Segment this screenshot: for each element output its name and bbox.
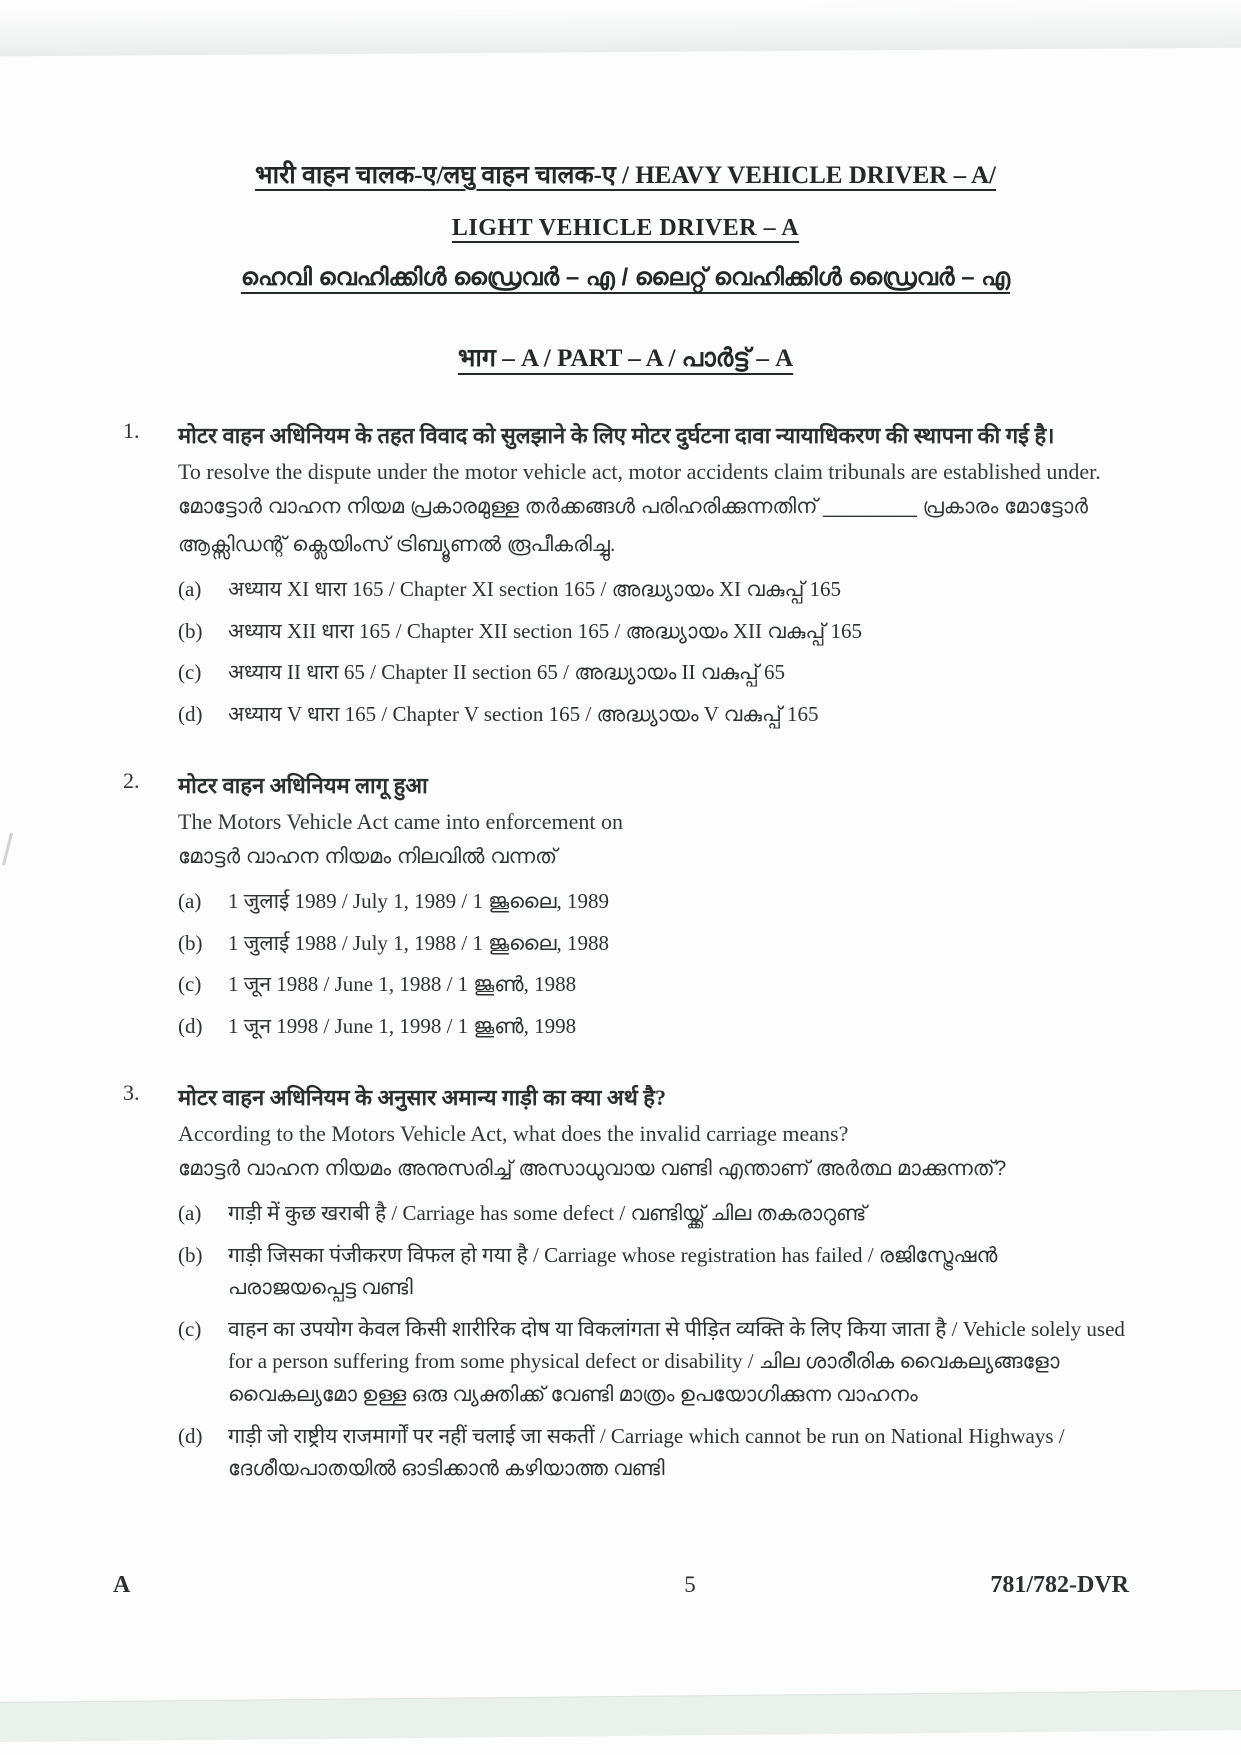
- question-text-malayalam: മോട്ടർ വാഹന നിയമം നിലവിൽ വന്നത്: [178, 845, 558, 869]
- question-body: [178, 1078, 1128, 1484]
- exam-title-line2: LIGHT VEHICLE DRIVER – A: [451, 215, 800, 242]
- option-label: (d): [178, 1013, 203, 1038]
- exam-title-header: [123, 160, 1128, 292]
- option-text: गाड़ी जिसका पंजीकरण विफल हो गया है / Carriage whose registration has failed / രജിസ്ട്രേഷൻ പരാജയപ്പെട്ട വണ്ടി: [228, 1242, 998, 1300]
- options-list: [178, 573, 1128, 730]
- part-title: भाग – A / PART – A / പാർട്ട് – A: [457, 345, 794, 373]
- question-text-malayalam: മോട്ടർ വാഹന നിയമം അനുസരിച്ച് അസാധുവായ വണ്ടി എന്താണ് അർത്ഥ മാക്കുന്നത്?: [178, 1157, 1007, 1181]
- options-list: [178, 1197, 1128, 1484]
- option-row: [178, 1197, 1128, 1230]
- option-row: [178, 968, 1128, 1001]
- question-text-english: To resolve the dispute under the motor vehicle act, motor accidents claim tribunals are established under.: [178, 458, 1101, 484]
- option-label: (c): [178, 660, 202, 685]
- option-text: अध्याय II धारा 65 / Chapter II section 65 / അദ്ധ്യായം II വകുപ്പ് 65: [228, 660, 786, 685]
- question-text-hindi: मोटर वाहन अधिनियम लागू हुआ: [178, 773, 428, 799]
- option-label: (d): [178, 1423, 203, 1448]
- option-row: [178, 1010, 1128, 1043]
- page-content: [123, 160, 1128, 1521]
- option-label: (a): [178, 576, 202, 601]
- question-number: 3.: [123, 1080, 140, 1106]
- question-body: [178, 766, 1128, 1042]
- option-text: वाहन का उपयोग केवल किसी शारीरिक दोष या विकलांगता से पीड़ित व्यक्ति के लिए किया जाता है / Vehicle solely used for a person suffering from some physical defect or disability / ചില ശാരീരിക വൈകല്യങ്ങളോ വൈകല്യമോ ഉള്ള ഒരു വ്യക്തിക്ക് വേണ്ടി മാത്രം ഉപയോഗിക്കുന്ന വാഹനം: [228, 1316, 1125, 1406]
- page-number: 5: [684, 1572, 696, 1597]
- option-text: 1 जुलाई 1989 / July 1, 1989 / 1 ജൂലൈ, 1989: [228, 889, 609, 914]
- question-text-malayalam: മോട്ടോർ വാഹന നിയമ പ്രകാരമുള്ള തർക്കങ്ങൾ പരിഹരിക്കുന്നതിന് ________ പ്രകാരം മോട്ടോർ ആക്സിഡന്റ് ക്ലെയിംസ് ട്രിബ്യൂണൽ രൂപീകരിച്ചു.: [178, 495, 1089, 557]
- question-text-english: The Motors Vehicle Act came into enforcement on: [178, 808, 623, 834]
- option-text: 1 जुलाई 1988 / July 1, 1988 / 1 ജൂലൈ, 1988: [228, 930, 609, 955]
- options-list: [178, 885, 1128, 1042]
- option-row: [178, 656, 1128, 689]
- questions-list: [123, 416, 1128, 1484]
- option-label: (b): [178, 930, 203, 955]
- scan-artifact-top-band: [0, 4, 1241, 57]
- question-block: [123, 766, 1128, 1042]
- option-text: अध्याय XI धारा 165 / Chapter XI section 165 / അദ്ധ്യായം XI വകുപ്പ് 165: [228, 576, 842, 601]
- question-body: [178, 416, 1128, 730]
- option-text: अध्याय V धारा 165 / Chapter V section 165 / അദ്ധ്യായം V വകുപ്പ് 165: [228, 701, 819, 726]
- option-text: गाड़ी जो राष्ट्रीय राजमार्गों पर नहीं चलाई जा सकतीं / Carriage which cannot be run on National Highways / ദേശീയപാതയിൽ ഓടിക്കാൻ കഴിയാത്ത വണ്ടി: [228, 1423, 1065, 1481]
- option-text: 1 जून 1988 / June 1, 1988 / 1 ജൂൺ, 1988: [228, 972, 577, 997]
- option-label: (d): [178, 701, 203, 726]
- option-label: (c): [178, 972, 202, 997]
- option-row: [178, 927, 1128, 960]
- question-block: [123, 1078, 1128, 1484]
- exam-title-line3-malayalam: ഹെവി വെഹിക്കിൾ ഡ്രൈവർ – എ / ലൈറ്റ് വെഹിക്കിൾ ഡ്രൈവർ – എ: [240, 264, 1011, 292]
- question-text-hindi: मोटर वाहन अधिनियम के अनुसार अमान्य गाड़ी का क्या अर्थ है?: [178, 1085, 666, 1111]
- option-row: [178, 885, 1128, 918]
- question-text-hindi: मोटर वाहन अधिनियम के तहत विवाद को सुलझाने के लिए मोटर दुर्घटना दावा न्यायाधिकरण की स्थापना की गई है।: [178, 423, 1055, 449]
- option-row: [178, 1239, 1128, 1304]
- option-row: [178, 615, 1128, 648]
- option-row: [178, 1420, 1128, 1485]
- booklet-version-label: A: [113, 1572, 131, 1598]
- option-row: [178, 698, 1128, 731]
- question-number: 1.: [123, 418, 140, 444]
- option-label: (a): [178, 889, 202, 914]
- option-text: गाड़ी में कुछ खराबी है / Carriage has some defect / വണ്ടിയ്ക്ക് ചില തകരാറുണ്ട്: [228, 1201, 867, 1226]
- scan-artifact-bottom-band: [0, 1690, 1241, 1742]
- scan-artifact-left-mark: [2, 832, 13, 866]
- option-text: 1 जून 1998 / June 1, 1998 / 1 ജൂൺ, 1998: [228, 1013, 577, 1038]
- page-footer: [0, 1572, 1241, 1608]
- option-label: (a): [178, 1201, 202, 1226]
- question-text-english: According to the Motors Vehicle Act, what does the invalid carriage means?: [178, 1120, 849, 1146]
- question-block: [123, 416, 1128, 730]
- option-row: [178, 573, 1128, 606]
- option-label: (b): [178, 1242, 203, 1267]
- question-number: 2.: [123, 768, 140, 794]
- exam-title-line1: भारी वाहन चालक-ए/लघु वाहन चालक-ए / HEAVY VEHICLE DRIVER – A/: [255, 162, 996, 189]
- option-label: (c): [178, 1316, 202, 1341]
- paper-code: 781/782-DVR: [990, 1572, 1129, 1598]
- option-label: (b): [178, 618, 203, 643]
- option-row: [178, 1313, 1128, 1411]
- option-text: अध्याय XII धारा 165 / Chapter XII section 165 / അദ്ധ്യായം XII വകുപ്പ് 165: [228, 618, 863, 643]
